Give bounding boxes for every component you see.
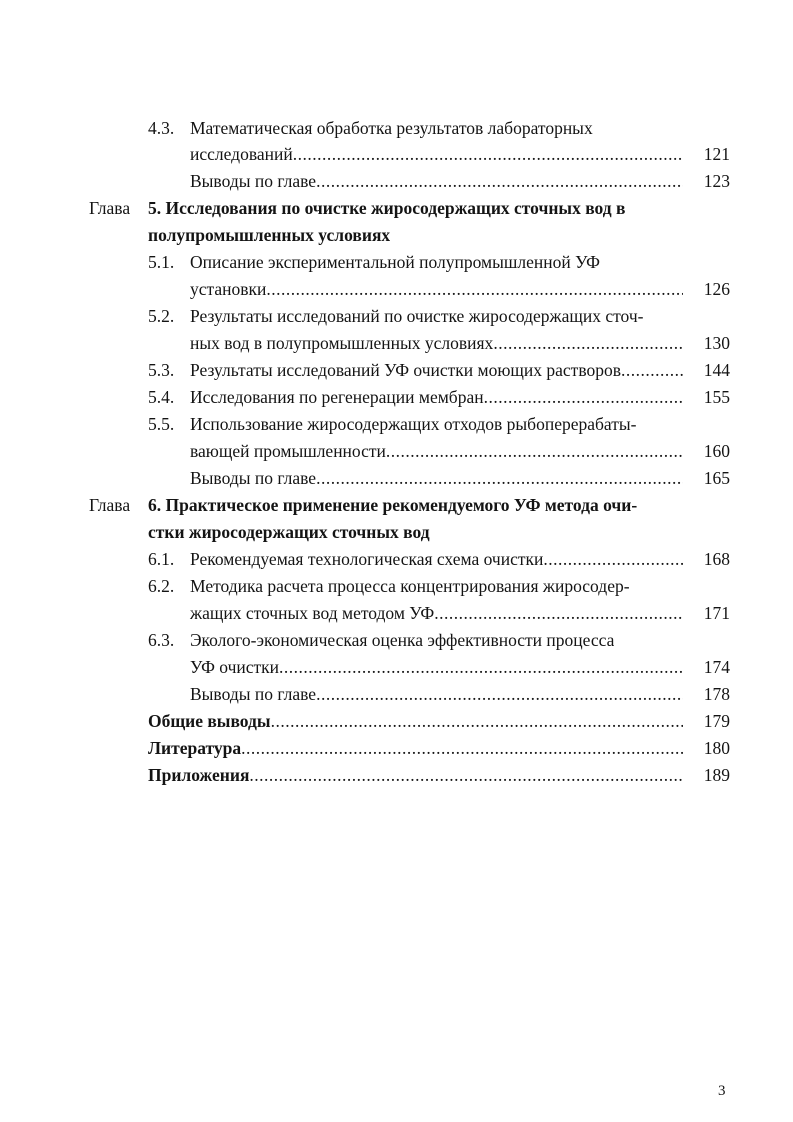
toc-entry-title: Использование жиросодержащих отходов рыбоперерабаты- — [190, 414, 637, 434]
dot-leader — [434, 600, 683, 626]
toc-number: 5.2. — [148, 306, 175, 326]
toc-entry-leader — [190, 357, 683, 383]
toc-page-number: 121 — [703, 144, 730, 164]
toc-entry-title: Рекомендуемая технологическая схема очистки — [190, 549, 544, 569]
toc-page-number: 189 — [703, 765, 730, 785]
chapter-label: Глава — [89, 198, 131, 218]
toc-number: 5.4. — [148, 387, 175, 407]
toc-entry-title: установки — [190, 279, 267, 299]
toc-entry-leader — [190, 330, 683, 356]
toc-entry-leader — [190, 654, 683, 680]
toc-entry-leader — [148, 735, 683, 761]
dot-leader — [316, 168, 683, 194]
toc-number: 6.3. — [148, 630, 175, 650]
toc-entry-leader — [190, 546, 683, 572]
toc-entry-leader — [190, 465, 683, 491]
dot-leader — [266, 276, 683, 302]
toc-number: 5.5. — [148, 414, 175, 434]
toc-number: 5.3. — [148, 360, 175, 380]
toc-entry-leader — [190, 384, 683, 410]
toc-entry-title: Методика расчета процесса концентрирования жиросодер- — [190, 576, 630, 596]
toc-entry-title: Выводы по главе — [190, 468, 317, 488]
dot-leader — [293, 141, 683, 167]
toc-entry-title: Результаты исследований по очистке жиросодержащих сточ- — [190, 306, 644, 326]
dot-leader — [484, 384, 683, 410]
toc-page-number: 155 — [703, 387, 730, 407]
dot-leader — [279, 654, 683, 680]
toc-entry-title: вающей промышленности — [190, 441, 386, 461]
dot-leader — [543, 546, 683, 572]
toc-entry-title: Выводы по главе — [190, 684, 317, 704]
chapter-title: полупромышленных условиях — [148, 225, 391, 245]
page-number: 3 — [718, 1083, 726, 1099]
toc-entry-leader — [190, 168, 683, 194]
toc-page-number: 165 — [703, 468, 730, 488]
toc-page-number: 174 — [703, 657, 730, 677]
toc-page-number: 179 — [703, 711, 730, 731]
toc-entry-leader — [148, 708, 683, 734]
toc-number: 5.1. — [148, 252, 175, 272]
toc-entry-title: Результаты исследований УФ очистки моющих растворов — [190, 360, 621, 380]
dot-leader — [271, 708, 683, 734]
toc-page-number: 126 — [703, 279, 730, 299]
toc-page-number: 171 — [703, 603, 730, 623]
toc-page-number: 178 — [703, 684, 730, 704]
chapter-title: стки жиросодержащих сточных вод — [148, 522, 430, 542]
toc-entry-title: Описание экспериментальной полупромышленной УФ — [190, 252, 600, 272]
toc-entry-title: Литература — [148, 738, 242, 758]
dot-leader — [493, 330, 683, 356]
toc-entry-title: УФ очистки — [190, 657, 280, 677]
toc-entry-leader — [148, 762, 683, 788]
toc-entry-title: жащих сточных вод методом УФ — [190, 603, 435, 623]
toc-entry-title: исследований — [190, 144, 293, 164]
toc-entry-leader — [190, 681, 683, 707]
dot-leader — [316, 465, 683, 491]
toc-entry-title: Приложения — [148, 765, 250, 785]
toc-entry-title: Исследования по регенерации мембран — [190, 387, 484, 407]
toc-number: 4.3. — [148, 118, 175, 138]
toc-entry-title: Общие выводы — [148, 711, 271, 731]
toc-number: 6.1. — [148, 549, 175, 569]
toc-entry-leader — [190, 600, 683, 626]
toc-page-number: 130 — [703, 333, 730, 353]
toc-entry-leader — [190, 276, 683, 302]
toc-entry-leader — [190, 438, 683, 464]
chapter-title: 5. Исследования по очистке жиросодержащих сточных вод в — [148, 198, 626, 218]
toc-page-number: 180 — [703, 738, 730, 758]
toc-entry-leader — [190, 141, 683, 167]
toc-page-number: 160 — [703, 441, 730, 461]
toc-page-number: 123 — [703, 171, 730, 191]
toc-entry-title: Эколого-экономическая оценка эффективности процесса — [190, 630, 615, 650]
dot-leader — [241, 735, 683, 761]
toc-entry-title: ных вод в полупромышленных условиях — [190, 333, 494, 353]
dot-leader — [249, 762, 683, 788]
chapter-title: 6. Практическое применение рекомендуемого УФ метода очи- — [148, 495, 638, 515]
dot-leader — [386, 438, 683, 464]
toc-number: 6.2. — [148, 576, 175, 596]
dot-leader — [316, 681, 683, 707]
toc-entry-title: Математическая обработка результатов лабораторных — [190, 118, 593, 138]
toc-page-number: 168 — [703, 549, 730, 569]
toc-entry-title: Выводы по главе — [190, 171, 317, 191]
chapter-label: Глава — [89, 495, 131, 515]
toc-page-number: 144 — [703, 360, 730, 380]
